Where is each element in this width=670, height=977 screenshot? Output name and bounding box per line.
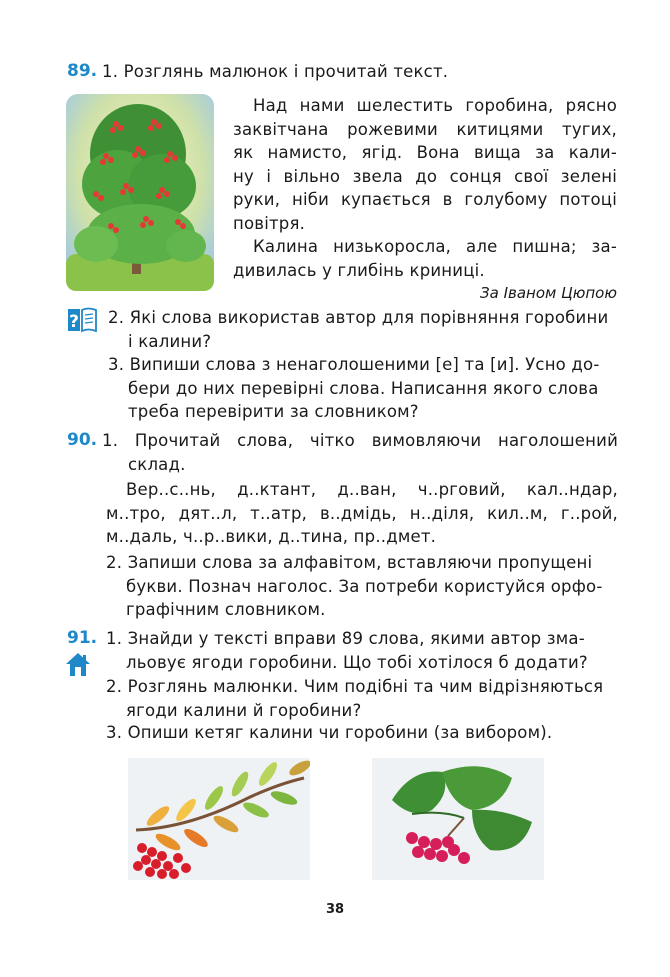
exercise-91-task-2	[106, 675, 618, 722]
word-line: м..тро, дят..л, т..атр, в..дмідь, н..діля, кил..м, г..рой,	[106, 503, 618, 523]
task-line: 2. Розглянь малюнки. Чим подібні та чим відрізняються	[106, 677, 604, 696]
text-line: Калина низькоросла, але пишна; за-	[253, 237, 617, 256]
word-line: м..даль, ч..р..вики, д..тина, пр..дмет.	[106, 527, 437, 546]
exercise-90-words	[106, 478, 618, 549]
page-number: 38	[325, 902, 345, 917]
task-line: 2. Які слова використав автор для порівняння горобини	[108, 308, 609, 327]
exercise-91-task-3: 3. Опиши кетяг калини чи горобини (за вибором).	[106, 723, 553, 742]
task-line: 3. Випиши слова з ненаголошеними [е] та [и]. Усно до-	[108, 355, 600, 374]
text-line: повітря.	[233, 213, 306, 233]
text-line: руки, ніби купається в голубому потоці	[233, 190, 617, 209]
task-line: бери до них перевірні слова. Написання якого слова	[128, 378, 599, 398]
rowan-tree-illustration	[66, 94, 214, 291]
text-line: ну і вільно звела до сонця свої зелені	[233, 166, 617, 186]
task-line: 1. Прочитай слова, чітко вимовляючи наголошений	[102, 431, 618, 450]
exercise-89-task-2	[108, 306, 618, 353]
task-line: букви. Познач наголос. За потреби користуйся орфо-	[126, 576, 603, 596]
text-line: заквітчана рожевими китицями тугих,	[233, 119, 617, 139]
rowan-branch-illustration	[128, 758, 310, 880]
task-line: 2. Запиши слова за алфавітом, вставляючи пропущені	[106, 553, 593, 572]
exercise-89-text	[233, 94, 617, 282]
exercise-89-task-1: 1. Розглянь малюнок і прочитай текст.	[102, 62, 449, 81]
question-book-icon	[66, 306, 98, 334]
task-line: 1. Знайди у тексті вправи 89 слова, якими автор зма-	[106, 629, 585, 648]
exercise-91-task-1	[106, 627, 618, 674]
text-author: За Іваном Цюпою	[480, 284, 617, 302]
text-line: Над нами шелестить горобина, рясно	[253, 96, 617, 115]
exercise-89-number: 89.	[67, 61, 98, 81]
text-line: дивилась у глибінь криниці.	[233, 260, 485, 280]
task-line: треба перевірити за словником?	[128, 402, 419, 421]
exercise-90-task-2	[106, 551, 618, 622]
task-line: склад.	[128, 454, 186, 474]
word-line: Вер..с..нь, д..ктант, д..ван, ч..рговий, кал..ндар,	[126, 480, 618, 499]
exercise-90-task-1	[102, 429, 618, 476]
viburnum-branch-illustration	[372, 758, 544, 880]
home-icon	[64, 651, 92, 677]
text-line: як намисто, ягід. Вона вища за кали-	[233, 143, 617, 162]
task-line: і калини?	[128, 331, 212, 351]
exercise-91-number: 91.	[67, 628, 98, 648]
svg-text:?: ?	[69, 312, 79, 332]
exercise-89-task-3	[108, 353, 618, 424]
task-line: графічним словником.	[126, 600, 326, 619]
task-line: льовує ягоди горобини. Що тобі хотілося б додати?	[126, 652, 588, 672]
task-line: ягоди калини й горобини?	[126, 700, 362, 720]
exercise-90-number: 90.	[67, 430, 98, 450]
